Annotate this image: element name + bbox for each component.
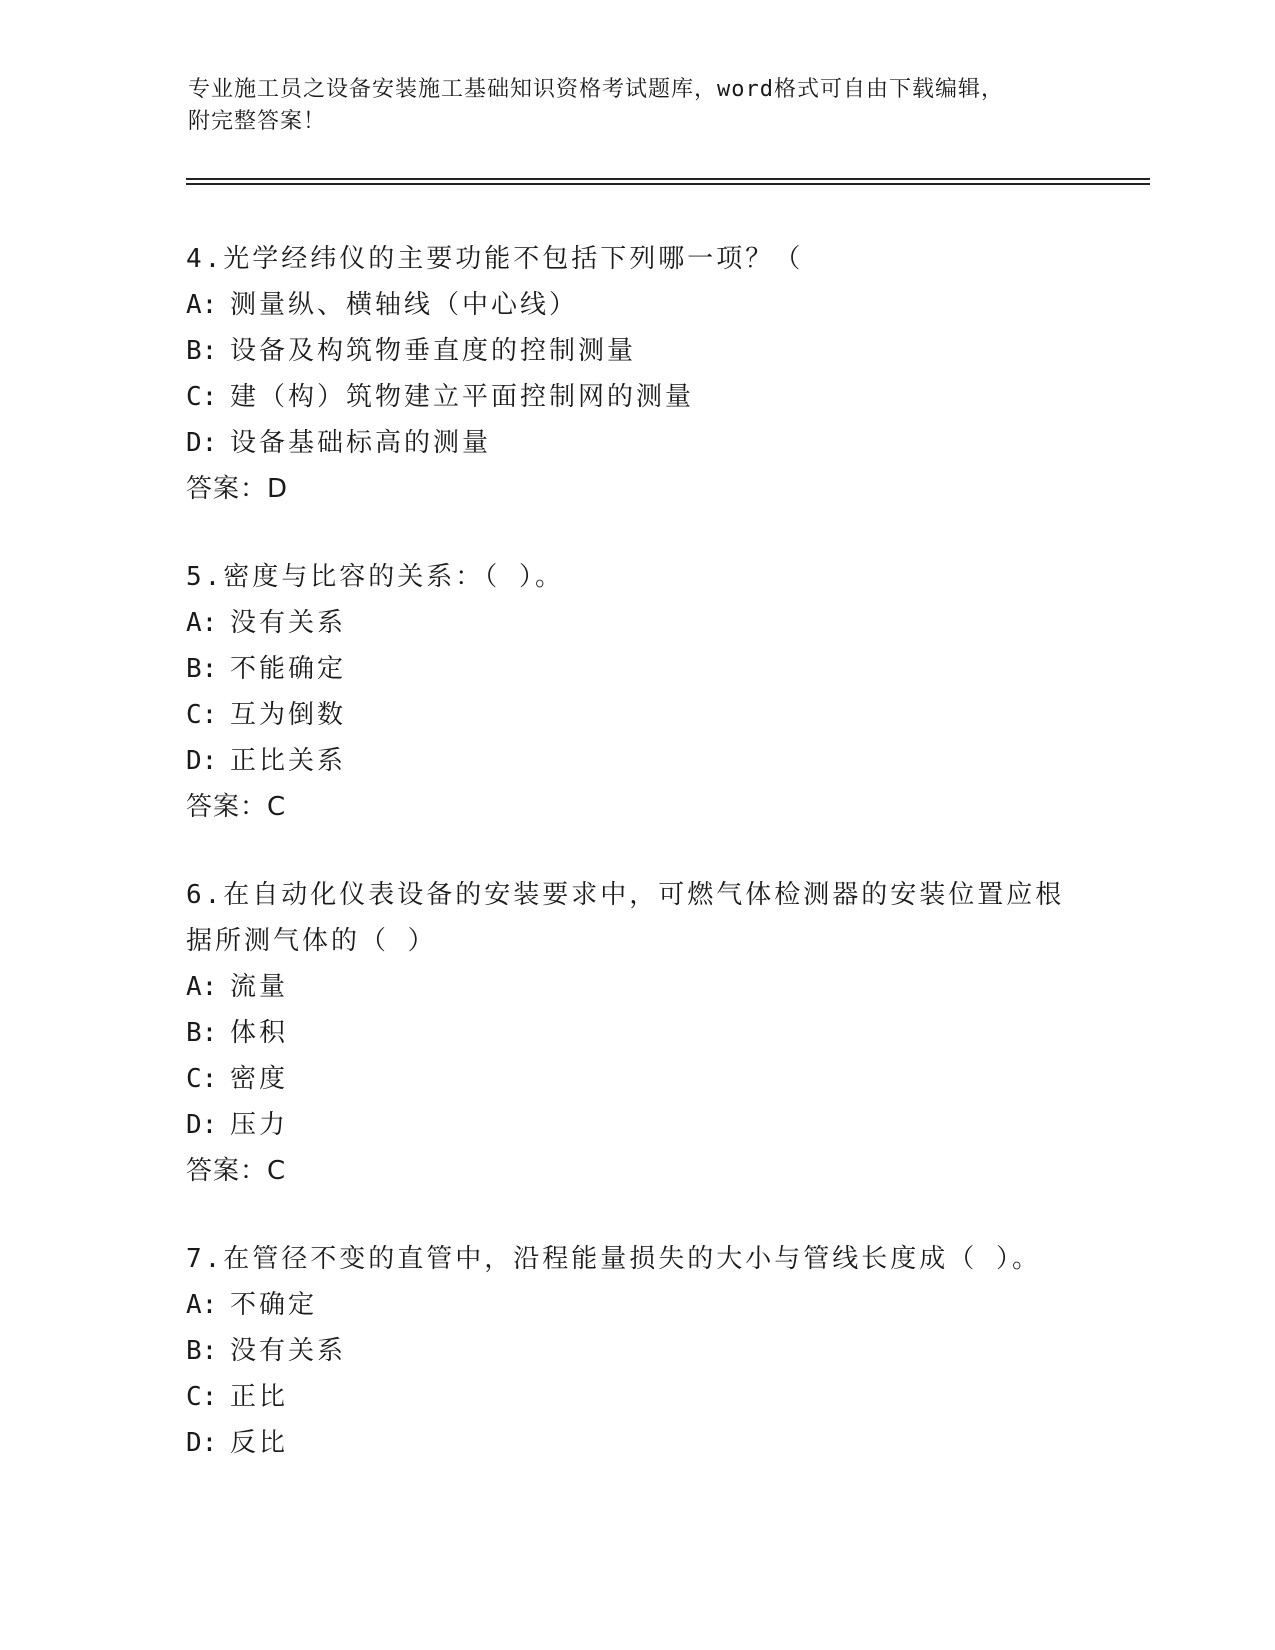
- option-b: [186, 646, 1086, 692]
- header-rule-bottom: [186, 183, 1150, 185]
- header-line-2: 附完整答案！: [188, 109, 327, 134]
- option-text: 反比: [230, 1428, 289, 1458]
- question-5: [186, 554, 1086, 830]
- header-rule-top: [186, 178, 1150, 180]
- answer-line: 答案：C: [186, 1156, 287, 1186]
- option-text: 不能确定: [230, 654, 347, 684]
- option-d: [186, 738, 1086, 784]
- option-a: [186, 600, 1086, 646]
- option-b: [186, 328, 1086, 374]
- option-a: [186, 282, 1086, 328]
- option-letter: C:: [186, 382, 218, 412]
- option-letter: A:: [186, 972, 218, 1002]
- option-text: 建（构）筑物建立平面控制网的测量: [230, 382, 695, 412]
- answer-line: 答案：D: [186, 474, 289, 504]
- option-letter: A:: [186, 1290, 218, 1320]
- option-b: [186, 1328, 1086, 1374]
- option-d: [186, 420, 1086, 466]
- question-7: [186, 1236, 1086, 1466]
- option-text: 设备基础标高的测量: [230, 428, 492, 458]
- option-d: [186, 1420, 1086, 1466]
- option-letter: D:: [186, 428, 218, 458]
- header-line-1: 专业施工员之设备安装施工基础知识资格考试题库，word格式可自由下载编辑，: [188, 77, 1004, 102]
- option-text: 压力: [230, 1110, 289, 1140]
- option-c: [186, 692, 1086, 738]
- question-6: [186, 872, 1086, 1194]
- question-4: [186, 236, 1086, 512]
- option-letter: A:: [186, 290, 218, 320]
- question-stem: 4.光学经纬仪的主要功能不包括下列哪一项？（: [186, 244, 804, 274]
- option-c: [186, 1374, 1086, 1420]
- option-a: [186, 1282, 1086, 1328]
- option-a: [186, 964, 1086, 1010]
- question-stem: 6.在自动化仪表设备的安装要求中，可燃气体检测器的安装位置应根据所测气体的（ ）: [186, 880, 1065, 956]
- option-text: 流量: [230, 972, 289, 1002]
- question-list: [186, 236, 1086, 1508]
- option-letter: C:: [186, 1382, 218, 1412]
- option-letter: B:: [186, 336, 218, 366]
- option-letter: D:: [186, 1110, 218, 1140]
- option-text: 没有关系: [230, 608, 347, 638]
- option-letter: B:: [186, 1336, 218, 1366]
- option-text: 不确定: [230, 1290, 318, 1320]
- document-header: [188, 74, 1088, 138]
- answer-line: 答案：C: [186, 792, 287, 822]
- question-stem: 5.密度与比容的关系：（ ）。: [186, 562, 564, 592]
- option-letter: A:: [186, 608, 218, 638]
- option-letter: D:: [186, 746, 218, 776]
- option-text: 正比: [230, 1382, 289, 1412]
- option-letter: D:: [186, 1428, 218, 1458]
- option-letter: B:: [186, 1018, 218, 1048]
- option-text: 测量纵、横轴线（中心线）: [230, 290, 579, 320]
- option-text: 互为倒数: [230, 700, 347, 730]
- option-text: 没有关系: [230, 1336, 347, 1366]
- option-c: [186, 374, 1086, 420]
- option-c: [186, 1056, 1086, 1102]
- option-text: 正比关系: [230, 746, 347, 776]
- option-d: [186, 1102, 1086, 1148]
- option-text: 体积: [230, 1018, 289, 1048]
- option-text: 密度: [230, 1064, 289, 1094]
- question-stem: 7.在管径不变的直管中，沿程能量损失的大小与管线长度成（ ）。: [186, 1244, 1041, 1274]
- option-letter: B:: [186, 654, 218, 684]
- option-text: 设备及构筑物垂直度的控制测量: [230, 336, 637, 366]
- option-b: [186, 1010, 1086, 1056]
- option-letter: C:: [186, 700, 218, 730]
- option-letter: C:: [186, 1064, 218, 1094]
